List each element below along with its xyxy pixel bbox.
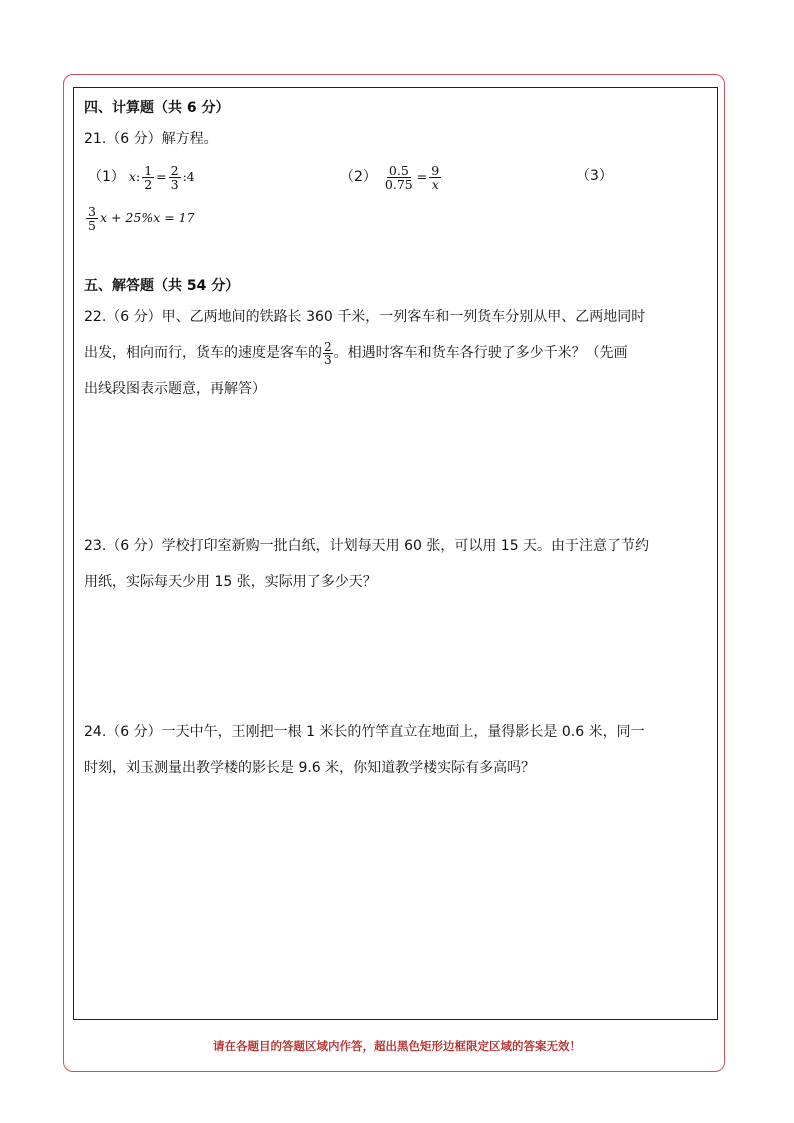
eq2-fraction-2: $\frac{9}{x}$ — [431, 162, 440, 192]
question-22 — [84, 299, 712, 407]
question-24 — [84, 714, 712, 786]
q21-part1-label: （1） — [88, 169, 125, 185]
eq2-fraction-1: $\frac{0.5}{0.75}$ — [384, 162, 413, 192]
q21-equation-1 — [129, 164, 195, 191]
section-4-title: 四、计算题（共 6 分） — [84, 100, 230, 116]
eq3-rest: x + 25%x = 17 — [99, 210, 195, 225]
eq3-fraction: $\frac{3}{5}$ — [88, 203, 96, 233]
eq1-colon: : — [135, 169, 141, 184]
q24-line-2: 时刻，刘玉测量出教学楼的影长是 9.6 米，你知道教学楼实际有多高吗？ — [84, 760, 536, 776]
q22-fraction: $\frac{2}{3}$ — [324, 339, 332, 367]
eq1-var: x — [128, 169, 136, 184]
q21-equation-2 — [381, 164, 443, 191]
q24-line-1: 24.（6 分）一天中午，王刚把一根 1 米长的竹竿直立在地面上，量得影长是 0.6 米，同一 — [84, 724, 645, 740]
section-5-title: 五、解答题（共 54 分） — [84, 278, 240, 294]
eq1-tail: :4 — [182, 169, 195, 184]
q21-part1 — [88, 163, 195, 191]
q22-line-3: 出线段图表示题意，再解答） — [84, 381, 266, 397]
q21-part3-label: （3） — [576, 168, 613, 184]
q22-line-2: 出发，相向而行，货车的速度是客车的 $\frac{2}{3}$ 。相遇时客车和货车各行驶了多少千米？（先画 — [84, 339, 628, 367]
question-21-stem: 21.（6 分）解方程。 — [84, 131, 218, 147]
q23-line-1: 23.（6 分）学校打印室新购一批白纸，计划每天用 60 张，可以用 15 天。由于注意了节约 — [84, 538, 650, 554]
eq1-fraction-1: $\frac{1}{2}$ — [144, 162, 153, 192]
eq2-equals: = — [416, 169, 428, 184]
eq1-fraction-2: $\frac{2}{3}$ — [170, 162, 179, 192]
q23-line-2: 用纸，实际每天少用 15 张，实际用了多少天？ — [84, 574, 377, 590]
q21-part2 — [340, 163, 443, 191]
eq1-equals: = — [156, 169, 167, 184]
q21-part2-label: （2） — [340, 169, 377, 185]
question-23 — [84, 528, 712, 600]
q22-line-1: 22.（6 分）甲、乙两地间的铁路长 360 千米，一列客车和一列货车分别从甲、乙两地同时 — [84, 309, 646, 325]
q21-equation-3 — [84, 203, 195, 233]
footer-warning: 请在各题目的答题区域内作答，超出黑色矩形边框限定区域的答案无效！ — [213, 1039, 581, 1053]
